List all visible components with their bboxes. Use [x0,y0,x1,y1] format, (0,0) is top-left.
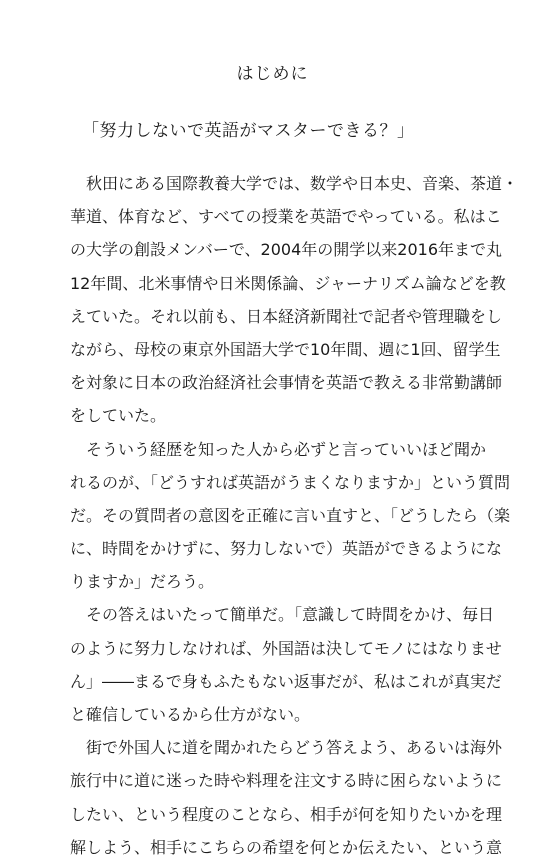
text-line: ながら、母校の東京外国語大学で10年間、週に1回、留学生 [70,339,501,359]
body-text [70,167,519,864]
text-line: れるのが、「どうすれば英語がうまくなりますか」という質問 [70,472,511,492]
text-line: を対象に日本の政治経済社会事情を英語で教える非常勤講師 [70,373,503,393]
text-line: ん」――まるで身もふたもない返事だが、私はこれが真実だ [70,671,502,691]
text-line: 華道、体育など、すべての授業を英語でやっている。私はこ [70,207,502,227]
text-line: をしていた。 [70,406,167,426]
text-line: 旅行中に道に迷った時や料理を注文する時に困らないように [70,771,503,791]
paragraph [70,433,511,599]
text-line: だ。その質問者の意図を正確に言い直すと、「どうしたら（楽 [70,505,511,525]
paragraph [70,167,519,433]
text-line: に、時間をかけずに、努力しないで）英語ができるようにな [70,539,503,559]
text-line: 解しよう、相手にこちらの希望を何とか伝えたい、という意 [70,837,503,857]
text-line: と確信しているから仕方がない。 [70,705,311,724]
text-line: りますか」だろう。 [70,572,215,592]
text-line: その答えはいたって簡単だ。「意識して時間をかけ、毎日 [86,605,495,625]
text-line: のように努力しなければ、外国語は決してモノにはなりませ [70,638,502,658]
text-line: の大学の創設メンバーで、2004年の開学以来2016年まで丸 [70,240,502,260]
text-line: そういう経歴を知った人から必ずと言っていいほど聞か [86,439,487,459]
paragraph [70,731,503,864]
page-title: はじめに [236,64,309,84]
text-line: 12年間、北米事情や日米関係論、ジャーナリズム論などを教 [70,273,506,293]
text-line: 秋田にある国際教養大学では、数学や日本史、音楽、茶道・ [86,174,519,193]
section-subtitle: 「努力しないで英語がマスターできる？」 [82,121,415,141]
text-line: えていた。それ以前も、日本経済新聞社で記者や管理職をし [70,306,503,326]
paragraph [70,598,502,731]
text-line: したい、という程度のことなら、相手が何を知りたいかを理 [70,804,503,824]
text-line: 街で外国人に道を聞かれたらどう答えよう、あるいは海外 [86,738,503,758]
